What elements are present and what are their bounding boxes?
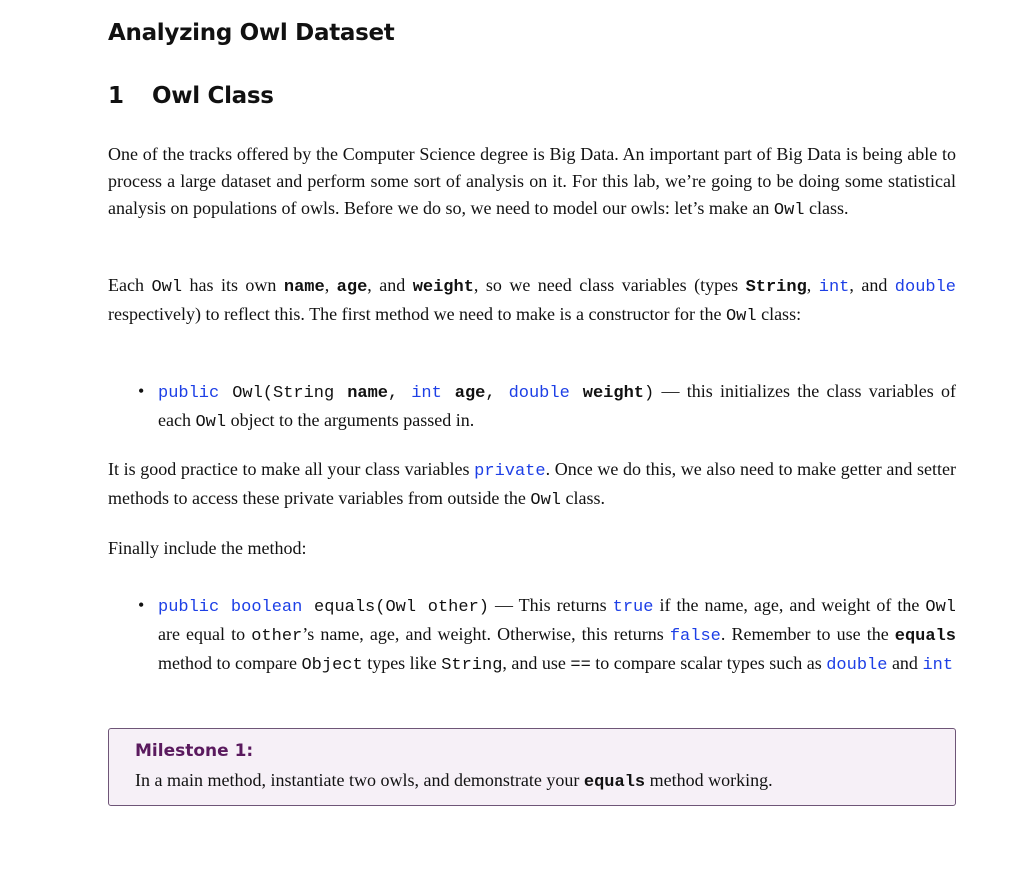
code-keyword: int [922, 656, 954, 675]
bullet-icon: • [138, 595, 145, 615]
paragraph-finally [108, 535, 956, 562]
inline-code: , [485, 384, 509, 403]
code-keyword: int [411, 384, 442, 403]
inline-code [219, 598, 231, 617]
inline-code: Owl [725, 307, 757, 326]
text-run: class. [560, 488, 605, 508]
code-keyword: double [826, 656, 888, 675]
milestone-box [108, 728, 956, 806]
inline-code: age [454, 384, 486, 403]
text-run: , [324, 275, 337, 295]
text-run: . Once we do this, we also need to make getter and setter methods to access these private variables from outside the [108, 459, 956, 508]
document-title: Analyzing Owl Dataset [108, 20, 395, 46]
paragraph-intro [108, 141, 956, 224]
code-keyword: false [669, 627, 721, 646]
bullet-icon: • [138, 381, 145, 401]
milestone-text-part: method working. [645, 770, 773, 790]
text-run: , and [849, 275, 895, 295]
inline-code: Owl [925, 598, 956, 617]
text-run: class. [804, 198, 849, 218]
section-heading [108, 83, 274, 109]
text-run: , so we need class variables (types [473, 275, 746, 295]
inline-code: name [283, 278, 325, 297]
text-run: , and [367, 275, 413, 295]
milestone-text-part: In a main method, instantiate two owls, and demonstrate your [135, 770, 584, 790]
milestone-text [135, 767, 773, 796]
text-run: if the name, age, and weight of the [653, 595, 926, 615]
inline-code: Owl [195, 413, 227, 432]
text-run: ’s name, age, and weight. Otherwise, this returns [302, 624, 670, 644]
inline-code: equals(Owl other) [302, 598, 489, 617]
text-run: method to compare [158, 653, 302, 673]
paragraph-private [108, 456, 956, 514]
text-run: One of the tracks offered by the Computer Science degree is Big Data. An important part of Big Data is being able to process a large dataset and perform some sort of analysis on it. For this lab, we’re going to be doing some statistical analysis on populations of owls. Before we do so, we need to model our owls: let’s make an [108, 144, 956, 218]
text-run: has its own [182, 275, 284, 295]
inline-code: Owl [151, 278, 183, 297]
inline-code: String [745, 278, 807, 297]
inline-code: Owl [773, 201, 805, 220]
code-keyword: private [474, 462, 546, 481]
section-number: 1 [108, 83, 124, 109]
text-run: Finally include the method: [108, 538, 307, 558]
list-item-text [158, 595, 956, 673]
text-run: to compare scalar types such as [590, 653, 827, 673]
paragraph-class-variables [108, 272, 956, 330]
text-run: Each [108, 275, 152, 295]
inline-code: weight [582, 384, 644, 403]
inline-code: equals [583, 773, 646, 792]
inline-code: , [388, 384, 412, 403]
list-item-constructor [138, 378, 957, 436]
inline-code: Owl [530, 491, 561, 510]
list-item-equals [138, 592, 956, 679]
text-run: . Remember to use the [720, 624, 895, 644]
inline-code: equals [894, 627, 956, 646]
code-keyword: true [612, 598, 654, 617]
inline-code [570, 384, 583, 403]
text-run: types like [362, 653, 442, 673]
milestone-title: Milestone 1: [135, 741, 254, 761]
inline-code: ) [644, 384, 655, 403]
text-run: class: [756, 304, 802, 324]
inline-code: name [347, 384, 388, 403]
text-run: It is good practice to make all your class variables [108, 459, 475, 479]
code-keyword: public [158, 598, 220, 617]
inline-code: String [441, 656, 503, 675]
text-run: , and use [502, 653, 571, 673]
inline-code [442, 384, 455, 403]
inline-code: Owl(String [219, 384, 348, 403]
inline-code: Object [301, 656, 363, 675]
code-keyword: int [818, 278, 850, 297]
text-run: and [887, 653, 923, 673]
inline-code: weight [412, 278, 474, 297]
text-run: , [806, 275, 819, 295]
list-item-text [158, 381, 956, 430]
inline-code: == [570, 656, 591, 675]
code-keyword: boolean [230, 598, 303, 617]
code-keyword: double [508, 384, 570, 403]
text-run: object to the arguments passed in. [226, 410, 475, 430]
inline-code: other [251, 627, 303, 646]
text-run: — this initializes the class variables of each [158, 381, 957, 430]
code-keyword: public [158, 384, 220, 403]
inline-code: age [336, 278, 368, 297]
text-run: are equal to [158, 624, 252, 644]
section-title: Owl Class [152, 83, 274, 109]
text-run: — This returns [488, 595, 613, 615]
text-run: respectively) to reflect this. The first method we need to make is a constructor for the [108, 304, 726, 324]
code-keyword: double [894, 278, 957, 297]
